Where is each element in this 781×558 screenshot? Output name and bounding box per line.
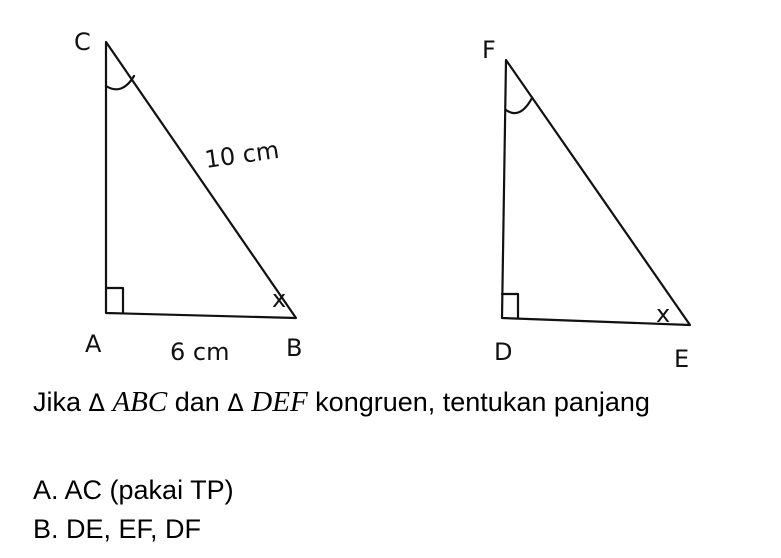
- question-connector: dan: [174, 387, 220, 417]
- question-rest: kongruen, tentukan panjang: [315, 387, 650, 417]
- triangle-def-angle-e-mark: x: [656, 300, 671, 328]
- vertex-label-d: D: [494, 338, 513, 366]
- vertex-label-c: C: [74, 28, 91, 56]
- side-label-base: 6 cm: [170, 338, 230, 366]
- triangle-abc-outline: [106, 42, 296, 318]
- vertex-label-a: A: [85, 330, 102, 358]
- triangle-abc-right-angle-marker: [106, 288, 123, 313]
- delta-symbol: Δ: [88, 389, 105, 417]
- delta-symbol: Δ: [227, 389, 244, 417]
- vertex-label-f: F: [482, 36, 496, 64]
- triangle-def: [482, 36, 690, 373]
- triangle-name-2: DEF: [251, 386, 308, 418]
- vertex-label-e: E: [674, 345, 690, 373]
- triangle-abc-angle-b-mark: x: [272, 285, 287, 313]
- triangle-def-angle-f-arc: [506, 98, 532, 113]
- question-text: [33, 386, 650, 419]
- vertex-label-b: B: [286, 334, 303, 362]
- side-label-hypotenuse: 10 cm: [202, 135, 281, 174]
- triangle-def-right-angle-marker: [502, 294, 518, 318]
- question-item-b: B. DE, EF, DF: [33, 514, 202, 544]
- question-intro: Jika: [33, 387, 82, 417]
- triangle-name-1: ABC: [112, 386, 168, 418]
- question-item-a: A. AC (pakai TP): [33, 475, 234, 505]
- triangle-abc: [74, 28, 302, 366]
